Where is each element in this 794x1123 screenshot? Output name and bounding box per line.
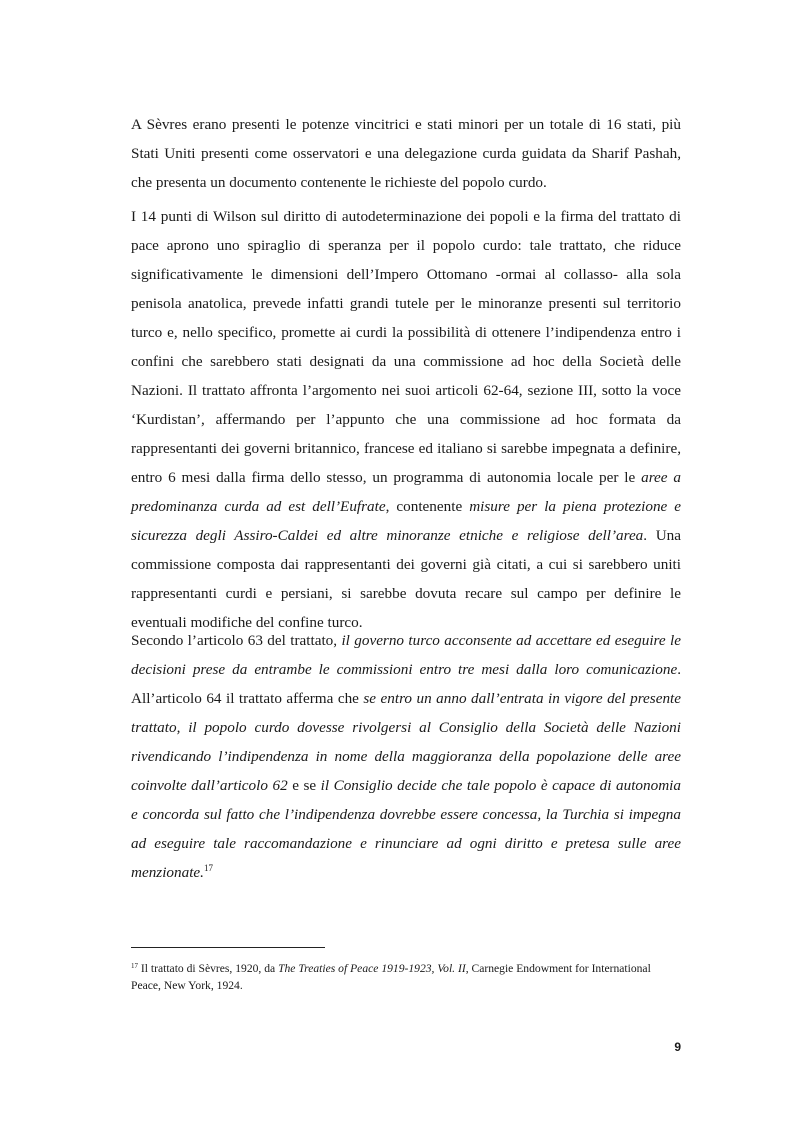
paragraph-2 — [131, 202, 681, 637]
page-number: 9 — [674, 1040, 681, 1054]
footnote — [131, 960, 681, 994]
footnote-text-a: Il trattato di Sèvres, 1920, da — [138, 962, 279, 975]
footnote-source-title: The Treaties of Peace 1919-1923, Vol. II — [278, 962, 466, 975]
paragraph-2-text-e: . Una commissione composta dai rappresentanti dei governi già citati, a cui si sarebbero uniti rappresentanti curdi e persiani, si sarebbe dovuta recare sul campo per definire le eventuali modifiche del confine turco. — [131, 527, 681, 631]
paragraph-2-text-c: , contenente — [385, 498, 470, 515]
footnote-number: 17 — [131, 962, 138, 970]
paragraph-3 — [131, 626, 681, 887]
paragraph-3-quote-2: se entro un anno dall’entrata in vigore del presente trattato, il popolo curdo dovesse rivolgersi al Consiglio della Società delle Nazioni rivendicando l’indipendenza in nome della maggioranza della popolazione delle aree coinvolte dall’articolo 62 — [131, 690, 681, 794]
paragraph-3-text-c: . All’articolo 64 il trattato afferma che — [131, 661, 681, 707]
footnote-separator — [131, 947, 325, 948]
footnote-text-c: , Carnegie Endowment for International Peace, New York, 1924. — [131, 962, 651, 992]
paragraph-2-quote-1: aree a predominanza curda ad est dell’Eufrate — [131, 469, 681, 515]
paragraph-2-text-a: I 14 punti di Wilson sul diritto di autodeterminazione dei popoli e la firma del trattato di pace aprono uno spiraglio di speranza per il popolo curdo: tale trattato, che riduce significativamente le dimensioni dell’Impero Ottomano -ormai al collasso- alla sola penisola anatolica, prevede infatti grandi tutele per le minoranze presenti sul territorio turco e, nello specifico, promette ai curdi la possibilità di ottenere l’indipendenza entro i confini che sarebbero stati designati da una commissione ad hoc della Società delle Nazioni. Il trattato affronta l’argomento nei suoi articoli 62-64, sezione III, sotto la voce ‘Kurdistan’, affermando per l’appunto che una commissione ad hoc formata da rappresentanti dei governi britannico, francese ed italiano si sarebbe impegnata a definire, entro 6 mesi dalla firma dello stesso, un programma di autonomia locale per le — [131, 208, 681, 486]
paragraph-1-text: A Sèvres erano presenti le potenze vincitrici e stati minori per un totale di 16 stati, più Stati Uniti presenti come osservatori e una delegazione curda guidata da Sharif Pashah, che presenta un documento contenente le richieste del popolo curdo. — [131, 116, 681, 191]
paragraph-3-text-a: Secondo l’articolo 63 del trattato, — [131, 632, 342, 649]
paragraph-3-quote-1: il governo turco acconsente ad accettare ed eseguire le decisioni prese da entrambe le commissioni entro tre mesi dalla loro comunicazione — [131, 632, 681, 678]
paragraph-1 — [131, 110, 681, 197]
paragraph-3-quote-3: il Consiglio decide che tale popolo è capace di autonomia e concorda sul fatto che l’indipendenza dovrebbe essere concessa, la Turchia si impegna ad eseguire tale raccomandazione e rinunciare ad ogni diritto e pretesa sulle aree menzionate. — [131, 777, 681, 881]
paragraph-2-quote-2: misure per la piena protezione e sicurezza degli Assiro-Caldei ed altre minoranze etniche e religiose dell’area — [131, 498, 682, 544]
paragraph-3-text-e: e se — [287, 777, 321, 794]
footnote-reference[interactable]: 17 — [203, 863, 213, 873]
